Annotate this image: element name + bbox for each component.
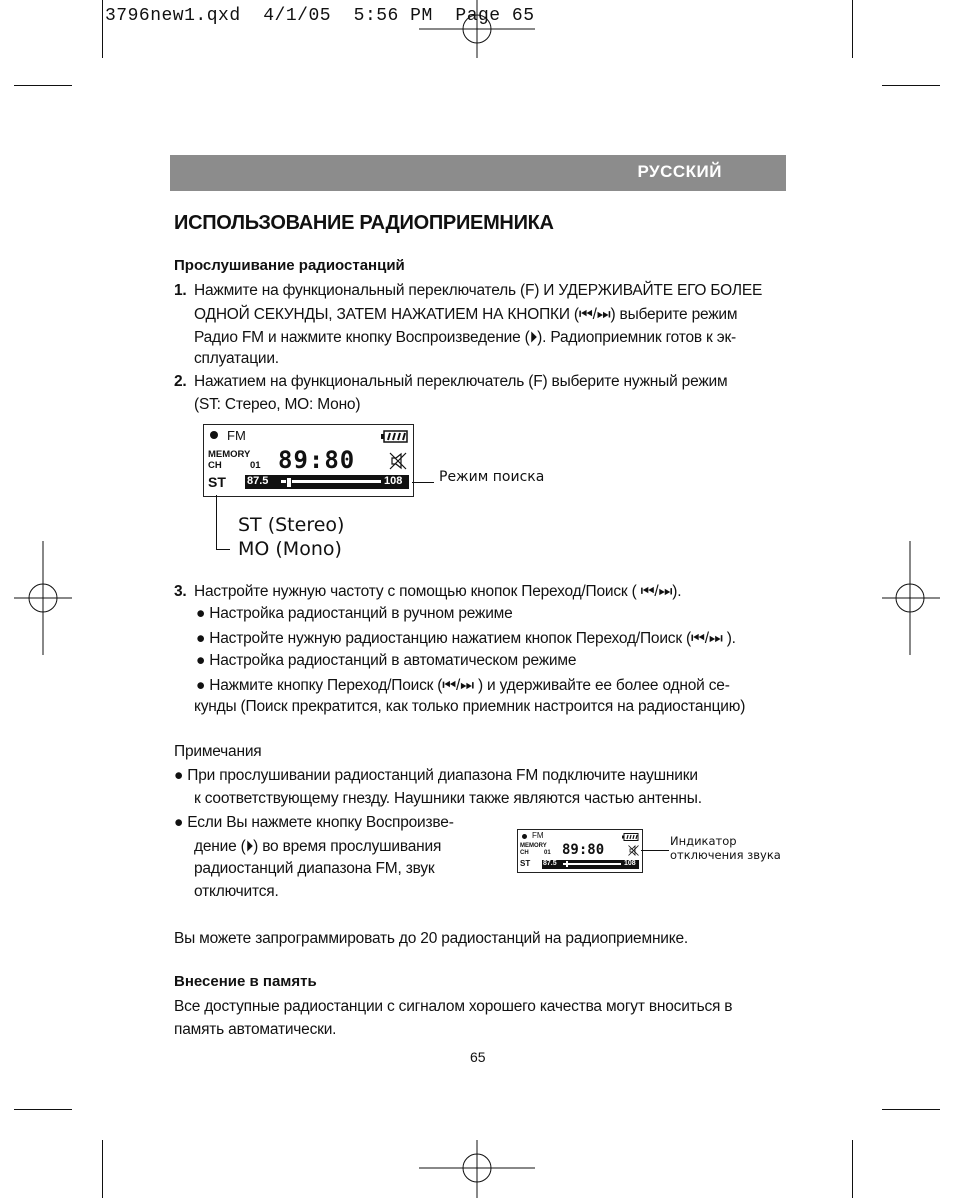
- stereo-mode-label: ST: [520, 859, 531, 868]
- step-2-line: Нажатием на функциональный переключатель (F) выберите нужный режим: [194, 373, 728, 390]
- frequency-readout: 89:80: [278, 446, 356, 474]
- notes-heading: Примечания: [174, 743, 262, 760]
- channel-label: CH: [208, 460, 222, 471]
- step-2-number: 2.: [174, 373, 187, 390]
- step-2-line: (ST: Стерео, MO: Моно): [194, 396, 361, 413]
- tuning-end: 108: [624, 860, 636, 867]
- step-1-line: сплуатации.: [194, 350, 279, 367]
- channel-number: 01: [544, 850, 551, 856]
- step-3-bullet: кунды (Поиск прекратится, как только приемник настроится на радиостанцию): [194, 698, 746, 715]
- step-3-number: 3.: [174, 583, 187, 600]
- band-label: FM: [532, 831, 544, 840]
- program-info: Вы можете запрограммировать до 20 радиостанций на радиоприемнике.: [174, 930, 689, 947]
- step-1-line: ОДНОЙ СЕКУНДЫ, ЗАТЕМ НАЖАТИЕМ НА КНОПКИ (⏮/⏭) выберите режим: [194, 306, 738, 323]
- frequency-readout: 89:80: [562, 842, 605, 858]
- memory-text-line: Все доступные радиостанции с сигналом хорошего качества могут вноситься в: [174, 998, 733, 1015]
- step-3-line: Настройте нужную частоту с помощью кнопок Переход/Поиск ( ⏮/⏭).: [194, 583, 682, 600]
- mono-callout: MO (Mono): [238, 538, 342, 560]
- note-2-line: отключится.: [194, 883, 279, 900]
- mute-indicator-callout: Индикатор: [670, 834, 737, 848]
- step-3-bullet: ● Настройка радиостанций в автоматическом режиме: [196, 652, 577, 669]
- tuning-start: 87.5: [543, 860, 557, 867]
- tuning-marker: [566, 861, 568, 867]
- tuning-track: [281, 480, 381, 483]
- channel-label: CH: [520, 850, 529, 856]
- callout-line: [216, 549, 230, 550]
- tuning-start: 87.5: [247, 475, 269, 487]
- note-2-line: радиостанций диапазона FM, звук: [194, 860, 435, 877]
- step-1-line: Радио FM и нажмите кнопку Воспроизведение (⏵). Радиоприемник готов к эк-: [194, 329, 736, 346]
- battery-icon: [381, 430, 409, 443]
- note-2-line: дение (⏵) во время прослушивания: [194, 838, 442, 855]
- mute-indicator-callout: отключения звука: [670, 848, 781, 862]
- tuning-marker: [286, 477, 292, 488]
- record-dot-icon: [522, 834, 527, 839]
- step-1-number: 1.: [174, 282, 187, 299]
- callout-line: [216, 495, 217, 550]
- language-banner: [170, 155, 786, 191]
- record-dot-icon: [210, 431, 218, 439]
- search-mode-callout: Режим поиска: [439, 469, 545, 485]
- page-title: ИСПОЛЬЗОВАНИЕ РАДИОПРИЕМНИКА: [174, 212, 554, 234]
- note-1-line: к соответствующему гнезду. Наушники также являются частью антенны.: [194, 790, 702, 807]
- speaker-muted-icon: [389, 452, 407, 470]
- memory-label: MEMORY: [520, 843, 547, 849]
- channel-number: 01: [250, 460, 261, 471]
- step-3-bullet: ● Настройка радиостанций в ручном режиме: [196, 605, 513, 622]
- radio-display-large: [203, 424, 414, 497]
- step-1-line: Нажмите на функциональный переключатель (F) И УДЕРЖИВАЙТЕ ЕГО БОЛЕЕ: [194, 282, 763, 299]
- callout-line: [412, 482, 434, 483]
- band-label: FM: [227, 428, 246, 443]
- tuning-bar: [245, 475, 409, 489]
- slug-line: 3796new1.qxd 4/1/05 5:56 PM Page 65: [105, 6, 535, 26]
- step-3-bullet: ● Настройте нужную радиостанцию нажатием кнопок Переход/Поиск (⏮/⏭ ).: [196, 630, 736, 647]
- page-number: 65: [470, 1049, 486, 1065]
- language-label: РУССКИЙ: [637, 162, 722, 181]
- step-3-bullet: ● Нажмите кнопку Переход/Поиск (⏮/⏭ ) и удерживайте ее более одной се-: [196, 677, 730, 694]
- battery-icon: [622, 833, 639, 841]
- radio-display-small: [517, 829, 643, 873]
- callout-line: [641, 850, 669, 851]
- section-heading-memory: Внесение в память: [174, 973, 317, 990]
- note-1-line: ● При прослушивании радиостанций диапазона FM подключите наушники: [174, 767, 698, 784]
- tuning-end: 108: [384, 475, 403, 487]
- speaker-muted-icon: [628, 845, 639, 856]
- memory-label: MEMORY: [208, 449, 251, 460]
- memory-text-line: память автоматически.: [174, 1021, 337, 1038]
- tuning-track: [563, 863, 621, 865]
- note-2-line: ● Если Вы нажмете кнопку Воспроизве-: [174, 814, 454, 831]
- tuning-bar: [542, 860, 639, 869]
- stereo-mode-label: ST: [208, 474, 226, 490]
- section-heading-listening: Прослушивание радиостанций: [174, 257, 405, 274]
- stereo-callout: ST (Stereo): [238, 514, 345, 536]
